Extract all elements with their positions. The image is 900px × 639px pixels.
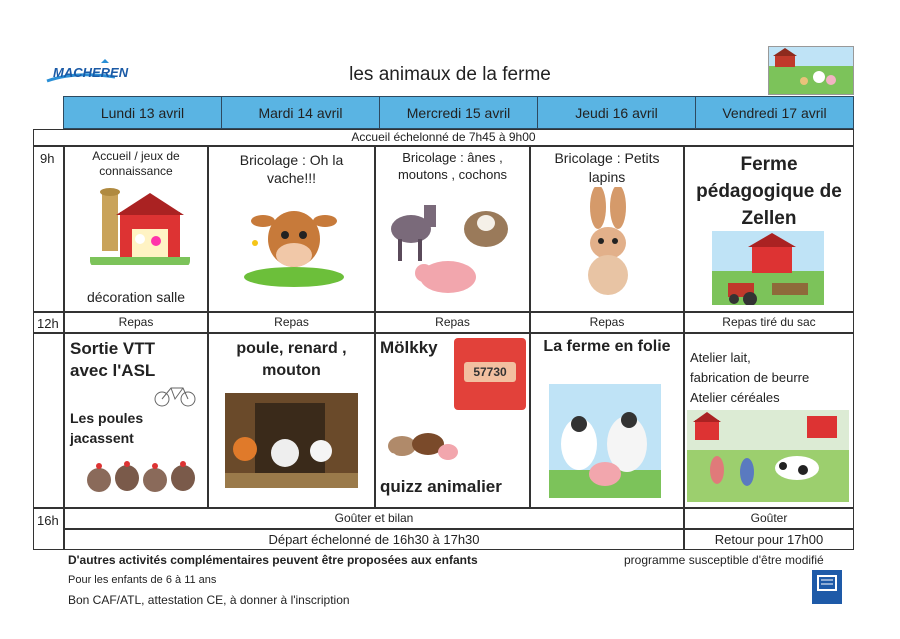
lunch-tuesday: Repas: [208, 312, 375, 333]
thursday-afternoon-title: La ferme en folie: [543, 338, 671, 355]
day-tuesday: Mardi 14 avril: [222, 96, 380, 129]
friday-afternoon-line1: Atelier lait,: [690, 350, 751, 365]
day-monday: Lundi 13 avril: [63, 96, 222, 129]
friday-afternoon-line3: Atelier céréales: [690, 390, 780, 405]
monday-morning-cell: [64, 146, 208, 312]
monday-afternoon-cell: [64, 333, 208, 508]
farm-illustration-icon: [768, 46, 854, 95]
day-friday: Vendredi 17 avril: [696, 96, 854, 129]
wednesday-afternoon-title: Mölkky: [380, 338, 438, 357]
depart-main-cell: Départ échelonné de 16h30 à 17h30: [64, 529, 684, 550]
hour-12-cell: [33, 312, 64, 333]
footer-line3: Bon CAF/ATL, attestation CE, à donner à l'inscription: [68, 593, 350, 607]
wednesday-morning-activity: Bricolage : ânes , moutons , cochons: [397, 150, 508, 182]
monday-afternoon-sub: Les poules jacassent: [70, 410, 144, 446]
rabbit-icon: [576, 187, 640, 299]
lunch-wednesday: Repas: [375, 312, 530, 333]
thursday-afternoon-cell: [530, 333, 684, 508]
footer-note: programme susceptible d'être modifié: [624, 553, 824, 567]
accueil-row: Accueil échelonné de 7h45 à 9h00: [33, 129, 854, 146]
footer-line1: D'autres activités complémentaires peuvent être proposées aux enfants: [68, 553, 478, 567]
molkky-badge-number: 57730: [464, 362, 516, 382]
footer-line2: Pour les enfants de 6 à 11 ans: [68, 574, 217, 586]
barn-icon: [90, 187, 190, 267]
wednesday-afternoon-cell: [375, 333, 530, 508]
lunch-thursday: Repas: [530, 312, 684, 333]
page-title: les animaux de la ferme: [349, 64, 551, 85]
donkey-sheep-pig-icon: [386, 199, 521, 299]
logo-text: MACHEREN: [53, 65, 129, 80]
cow-icon: [239, 197, 349, 287]
hour-9-cell: [33, 146, 64, 312]
caf-logo-icon: [812, 570, 842, 604]
tuesday-morning-activity: Bricolage : Oh la vache!!!: [239, 152, 344, 186]
molkky-club-badge: [454, 338, 526, 410]
gouter-main-cell: Goûter et bilan: [64, 508, 684, 529]
wednesday-afternoon-bottom: quizz animalier: [380, 477, 502, 496]
day-wednesday: Mercredi 15 avril: [380, 96, 538, 129]
farm-animals-group-icon: [382, 418, 462, 468]
farm-tractor-icon: [712, 231, 824, 305]
caf-emblem-icon: [812, 570, 842, 604]
thursday-morning-cell: [530, 146, 684, 312]
hour-afternoon-cell: [33, 333, 64, 508]
hour-16-label: 16h: [37, 513, 59, 528]
friday-afternoon-line2: fabrication de beurre: [690, 370, 810, 385]
friday-morning-activity: Ferme pédagogique de Zellen: [696, 154, 842, 229]
monday-morning-activity: Accueil / jeux de connaissance: [92, 149, 180, 178]
friday-afternoon-cell: [684, 333, 854, 508]
monday-afternoon-title: Sortie VTT avec l'ASL: [70, 339, 156, 380]
barnyard-animals-icon: [225, 393, 358, 488]
tuesday-morning-cell: [208, 146, 375, 312]
tuesday-afternoon-title: poule, renard , mouton: [236, 340, 347, 379]
thursday-morning-activity: Bricolage : Petits lapins: [554, 150, 660, 185]
lunch-friday: Repas tiré du sac: [684, 312, 854, 333]
tuesday-afternoon-cell: [208, 333, 375, 508]
crazy-farm-icon: [549, 384, 661, 498]
bicycle-icon: [153, 382, 197, 408]
hour-16-cell: [33, 508, 64, 550]
wednesday-morning-cell: [375, 146, 530, 312]
gouter-friday-cell: Goûter: [684, 508, 854, 529]
farm-workshop-icon: [687, 410, 849, 502]
day-thursday: Jeudi 16 avril: [538, 96, 696, 129]
day-header-row: [63, 96, 854, 129]
hour-9-label: 9h: [40, 151, 55, 166]
friday-morning-cell: [684, 146, 854, 312]
depart-friday-cell: Retour pour 17h00: [684, 529, 854, 550]
lunch-monday: Repas: [64, 312, 208, 333]
hens-icon: [85, 452, 205, 502]
hour-12-label: 12h: [37, 316, 59, 331]
monday-morning-bottom: décoration salle: [86, 289, 186, 305]
